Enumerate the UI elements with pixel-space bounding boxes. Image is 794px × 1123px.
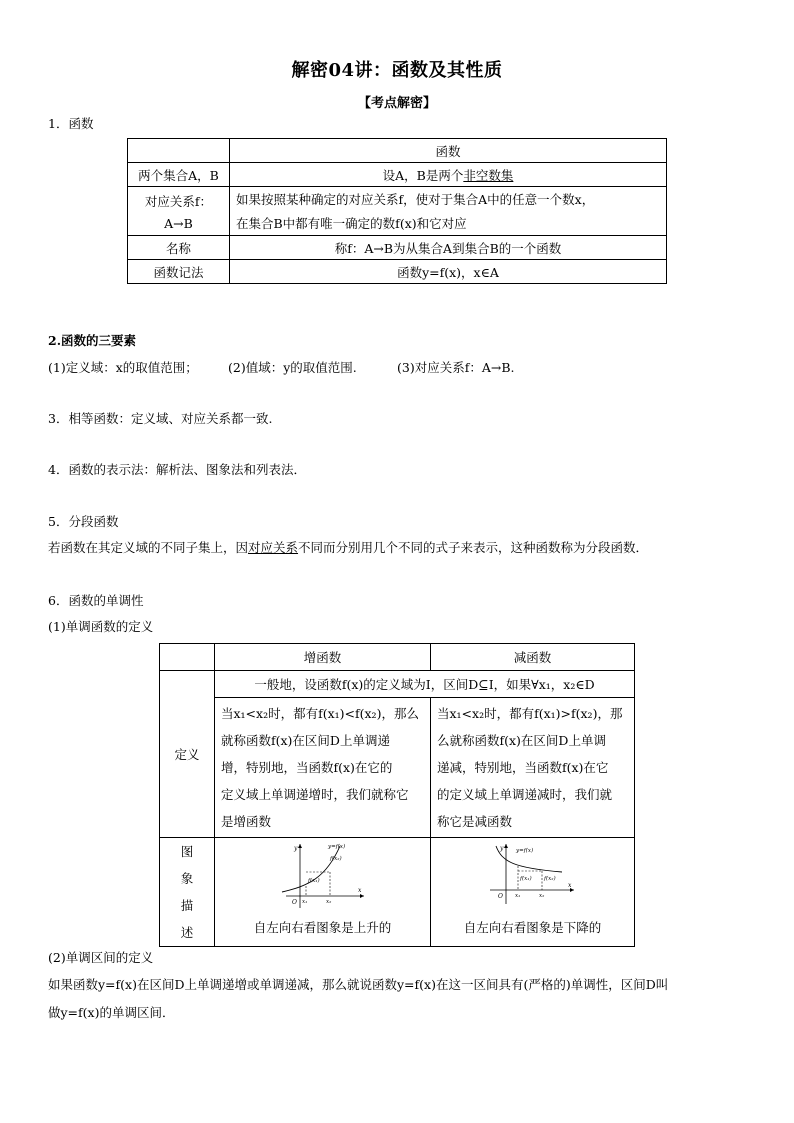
fx2-label: f(x₂) <box>543 876 556 882</box>
row-mapping-value-line1: 如果按照某种确定的对应关系f，使对于集合A中的任意一个数x， <box>236 192 595 207</box>
decreasing-graph <box>488 840 578 910</box>
mono-inc-line: 是增函数 <box>221 814 272 829</box>
section-6-para-line1: 如果函数y=f(x)在区间D上单调递增或单调递减，那么就说函数y=f(x)在这一区间具有(严格的)单调性，区间D叫 <box>48 977 669 992</box>
mono-dec-caption: 自左向右看图象是下降的 <box>463 920 602 935</box>
x1-label: x₁ <box>514 893 520 899</box>
fx1-label: f(x₁) <box>307 878 320 884</box>
y-axis-arrow <box>298 844 302 848</box>
section-6-sub2: (2)单调区间的定义 <box>48 950 154 965</box>
section-6-sub1: (1)单调函数的定义 <box>48 619 154 634</box>
section-5-text <box>48 538 648 556</box>
curve-label: y=f(x) <box>327 844 345 850</box>
x-label: x <box>567 882 571 889</box>
y-label: y <box>293 845 297 852</box>
row-mapping-label <box>128 187 230 236</box>
row-notation-label: 函数记法 <box>128 260 230 284</box>
x2-label: x₂ <box>538 893 544 899</box>
section-5-heading: 5．分段函数 <box>48 514 119 529</box>
mono-inc-caption: 自左向右看图象是上升的 <box>253 920 392 935</box>
mono-col-increasing: 增函数 <box>215 644 431 671</box>
mono-dec-line: 称它是减函数 <box>437 814 513 829</box>
increasing-graph <box>278 840 368 910</box>
section-5-text-underlined: 对应关系 <box>248 540 299 555</box>
x-axis-arrow <box>360 894 364 898</box>
element-mapping: (3)对应关系f：A→B. <box>397 360 515 375</box>
row-mapping-label-line2: A→B <box>164 215 193 231</box>
row-notation-value: 函数y=f(x)，x∈A <box>230 260 667 284</box>
mono-dec-line: 的定义域上单调递减时，我们就 <box>437 787 613 802</box>
mono-graph-label-char: 图 <box>180 844 194 859</box>
mono-graph-label-char: 描 <box>180 898 194 913</box>
mono-dec-line: 递减，特别地，当函数f(x)在它 <box>437 760 609 775</box>
element-range: (2)值域：y的取值范围. <box>228 360 357 375</box>
row-mapping-label-line1: 对应关系f： <box>144 193 213 209</box>
section-6-heading: 6．函数的单调性 <box>48 593 144 608</box>
mono-inc-line: 就称函数f(x)在区间D上单调递 <box>221 733 390 748</box>
mono-inc-def <box>215 698 431 838</box>
section-5-text-b: 不同而分别用几个不同的式子来表示，这种函数称为分段函数． <box>298 540 649 555</box>
page-subtitle: 【考点解密】 <box>357 96 436 111</box>
mono-inc-graph-cell <box>215 838 431 947</box>
origin-label: O <box>497 893 503 900</box>
mono-graph-label <box>160 838 215 947</box>
table-corner <box>128 139 230 163</box>
section-2-heading: 2.函数的三要素 <box>48 333 137 348</box>
mono-inc-line: 当x₁<x₂时，都有f(x₁)<f(x₂)，那么 <box>221 706 419 721</box>
row-name-label: 名称 <box>128 236 230 260</box>
section-6-para-line2: 做y=f(x)的单调区间． <box>48 1005 175 1020</box>
fx1-label: f(x₁) <box>519 876 532 882</box>
section-1-heading: 1．函数 <box>48 116 94 131</box>
x-label: x <box>357 887 361 894</box>
mono-col-decreasing: 减函数 <box>431 644 635 671</box>
x1-label: x₁ <box>301 899 307 905</box>
mono-graph-label-char: 象 <box>180 871 194 886</box>
x2-label: x₂ <box>325 899 331 905</box>
section-4-heading: 4．函数的表示法：解析法、图象法和列表法． <box>48 462 306 477</box>
monotonicity-table <box>159 643 635 947</box>
mono-common-def: 一般地，设函数f(x)的定义域为I，区间D⊆I，如果∀x₁，x₂∈D <box>215 671 635 698</box>
mono-corner <box>160 644 215 671</box>
row-mapping-value <box>230 187 667 236</box>
increasing-curve <box>282 846 340 892</box>
row-mapping-value-line2: 在集合B中都有唯一确定的数f(x)和它对应 <box>236 216 467 231</box>
section-3-heading: 3．相等函数：定义域、对应关系都一致. <box>48 411 273 426</box>
row-sets-value: 设A，B是两个非空数集 <box>230 163 667 187</box>
function-table <box>127 138 667 284</box>
mono-dec-line: 当x₁<x₂时，都有f(x₁)>f(x₂)，那 <box>437 706 623 721</box>
mono-def-label: 定义 <box>160 671 215 838</box>
mono-inc-line: 定义域上单调递增时，我们就称它 <box>221 787 409 802</box>
mono-dec-graph-cell <box>431 838 635 947</box>
section-5-text-a: 若函数在其定义域的不同子集上，因 <box>48 540 249 555</box>
mono-dec-line: 么就称函数f(x)在区间D上单调 <box>437 733 606 748</box>
element-domain: (1)定义域：x的取值范围； <box>48 360 198 375</box>
y-axis-arrow <box>504 844 508 848</box>
fx2-label: f(x₂) <box>329 856 342 862</box>
mono-dec-def <box>431 698 635 838</box>
row-name-value: 称f：A→B为从集合A到集合B的一个函数 <box>230 236 667 260</box>
mono-graph-label-char: 述 <box>180 925 194 940</box>
mono-inc-line: 增，特别地，当函数f(x)在它的 <box>221 760 393 775</box>
origin-label: O <box>291 899 297 906</box>
curve-label: y=f(x) <box>515 848 533 854</box>
page-title: 解密04讲：函数及其性质 <box>291 60 503 81</box>
row-sets-label: 两个集合A，B <box>128 163 230 187</box>
y-label: y <box>499 845 503 852</box>
table-header: 函数 <box>230 139 667 163</box>
